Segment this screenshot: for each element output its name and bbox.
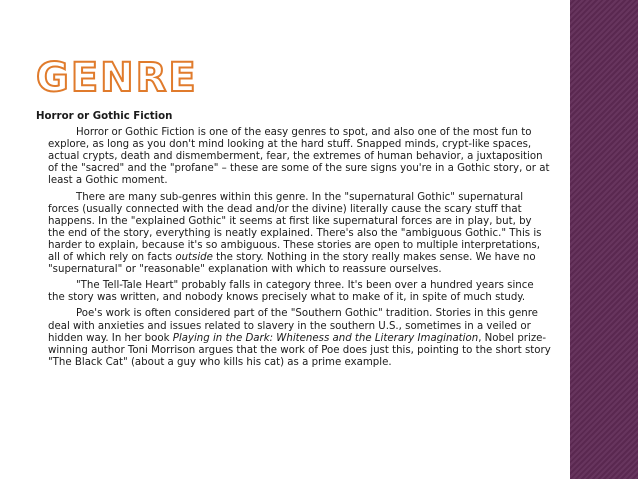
sidebar-edge bbox=[563, 0, 570, 479]
body-paragraph bbox=[48, 192, 551, 277]
paragraph-text: "The Tell-Tale Heart" probably falls in category three. It's been over a hundred years since the story was written, and nobody knows precisely what to make of it, in spite of much study. bbox=[48, 280, 534, 304]
paragraph-text: , Nobel prize-winning author Toni Morrison argues that the work of Poe does just this, pointing to the short story "The Black Cat" (about a guy who kills his cat) as a prime example. bbox=[48, 332, 551, 368]
paragraph-text: the story. Nothing in the story really makes sense. We have no "supernatural" or "reasonable" explanation with which to reassure ourselves. bbox=[48, 252, 536, 276]
italic-text: outside bbox=[175, 252, 213, 264]
paragraph-text: There are many sub-genres within this genre. In the "supernatural Gothic" supernatural forces (usually connected with the dead and/or the divine) literally cause the scary stuff that happens. In the "explained Gothic" it seems at first like supernatural forces are in play, but, by the end of the story, everything is neatly explained. There's also the "ambiguous Gothic." This is harder to explain, because it's so ambiguous. These stories are open to multiple interpretations, all of which rely on facts bbox=[48, 191, 542, 264]
slide-body bbox=[36, 111, 551, 373]
subheading: Horror or Gothic Fiction bbox=[36, 111, 173, 122]
paragraph-list bbox=[36, 127, 551, 369]
body-paragraph bbox=[48, 280, 551, 304]
italic-text: Playing in the Dark: Whiteness and the Literary Imagination bbox=[172, 332, 479, 344]
body-paragraph bbox=[48, 127, 551, 187]
paragraph-text: Horror or Gothic Fiction is one of the easy genres to spot, and also one of the most fun to explore, as long as you don't mind looking at the hard stuff. Snapped minds, crypt-like spaces, actual crypts, death and dismemberment, fear, the extremes of human behavior, a juxtaposition of the "sacred" and the "profane" – these are some of the sure signs you're in a Gothic story, or at least a Gothic moment. bbox=[48, 127, 550, 187]
paragraph-text: Poe's work is often considered part of the "Southern Gothic" tradition. Stories in this genre deal with anxieties and issues related to slavery in the southern U.S., sometimes in a veiled or hidden way. In her book bbox=[48, 308, 538, 344]
decorative-sidebar bbox=[570, 0, 638, 479]
body-paragraph bbox=[48, 308, 551, 368]
slide-title: GENRE bbox=[36, 55, 198, 101]
